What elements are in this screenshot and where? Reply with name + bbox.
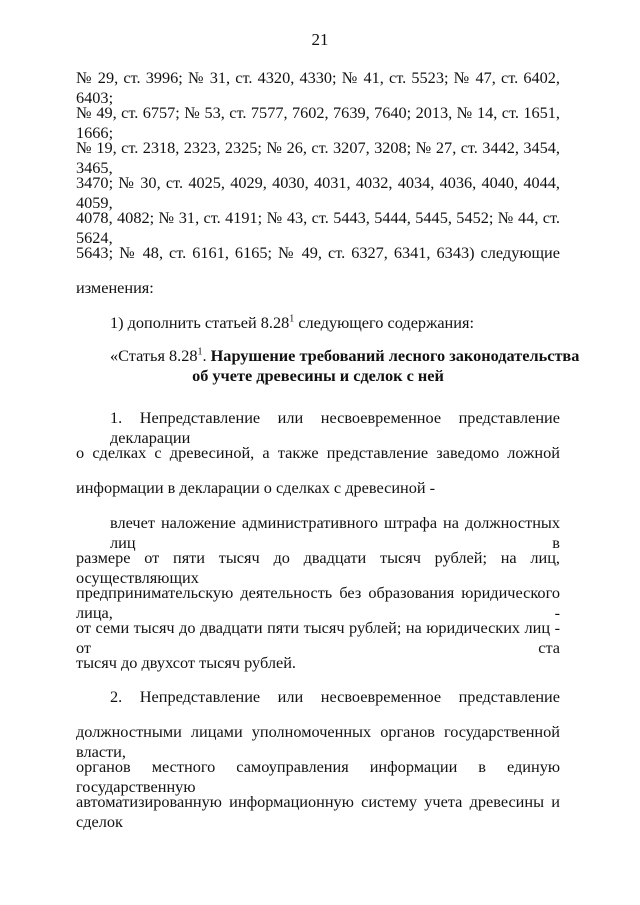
- page-number: 21: [311, 30, 329, 49]
- para2-line: влечет наложение административного штрафа на должностных лиц в: [110, 513, 560, 552]
- item-1-suffix: следующего содержания:: [294, 313, 474, 332]
- article-title-line1: Нарушение требований лесного законодательства: [210, 346, 580, 365]
- intro-line: изменения:: [76, 278, 154, 297]
- article-number: «Статья 8.28: [110, 346, 198, 365]
- para2-line: от семи тысяч до двадцати пяти тысяч рублей; на юридических лиц - от ста: [76, 618, 560, 657]
- item-1-prefix: 1) дополнить статьей 8.28: [110, 313, 290, 332]
- intro-line: № 19, ст. 2318, 2323, 2325; № 26, ст. 3207, 3208; № 27, ст. 3442, 3454, 3465,: [76, 138, 560, 177]
- intro-line: 3470; № 30, ст. 4025, 4029, 4030, 4031, 4032, 4034, 4036, 4040, 4044, 4059,: [76, 173, 560, 212]
- intro-line: № 49, ст. 6757; № 53, ст. 7577, 7602, 7639, 7640; 2013, № 14, ст. 1651, 1666;: [76, 103, 560, 142]
- para3-line: автоматизированную информационную систему учета древесины и сделок: [76, 792, 560, 831]
- intro-line: 4078, 4082; № 31, ст. 4191; № 43, ст. 5443, 5444, 5445, 5452; № 44, ст. 5624,: [76, 208, 560, 247]
- para1-line: о сделках с древесиной, а также представление заведомо ложной: [76, 443, 560, 462]
- article-title-line2: об учете древесины и сделок с ней: [192, 366, 444, 385]
- para3-line: органов местного самоуправления информации в единую государственную: [76, 757, 560, 796]
- article-sup: 1: [197, 346, 203, 358]
- item-1-sup: 1: [289, 313, 295, 325]
- para1-line: информации в декларации о сделках с древесиной -: [76, 478, 436, 497]
- para3-line: должностными лицами уполномоченных органов государственной власти,: [76, 722, 560, 761]
- article-dot: .: [202, 346, 211, 365]
- para2-line: тысяч до двухсот тысяч рублей.: [76, 653, 296, 672]
- para3-line: 2. Непредставление или несвоевременное представление: [110, 687, 560, 706]
- intro-line: № 29, ст. 3996; № 31, ст. 4320, 4330; № 41, ст. 5523; № 47, ст. 6402, 6403;: [76, 68, 560, 107]
- article-heading: [76, 346, 580, 386]
- para2-line: размере от пяти тысяч до двадцати тысяч рублей; на лиц, осуществляющих: [76, 548, 560, 587]
- intro-line: 5643; № 48, ст. 6161, 6165; № 49, ст. 6327, 6341, 6343) следующие: [76, 243, 560, 262]
- para2-line: предпринимательскую деятельность без образования юридического лица, -: [76, 583, 560, 622]
- item-1: [110, 313, 560, 333]
- para1-line: 1. Непредставление или несвоевременное представление декларации: [110, 408, 560, 447]
